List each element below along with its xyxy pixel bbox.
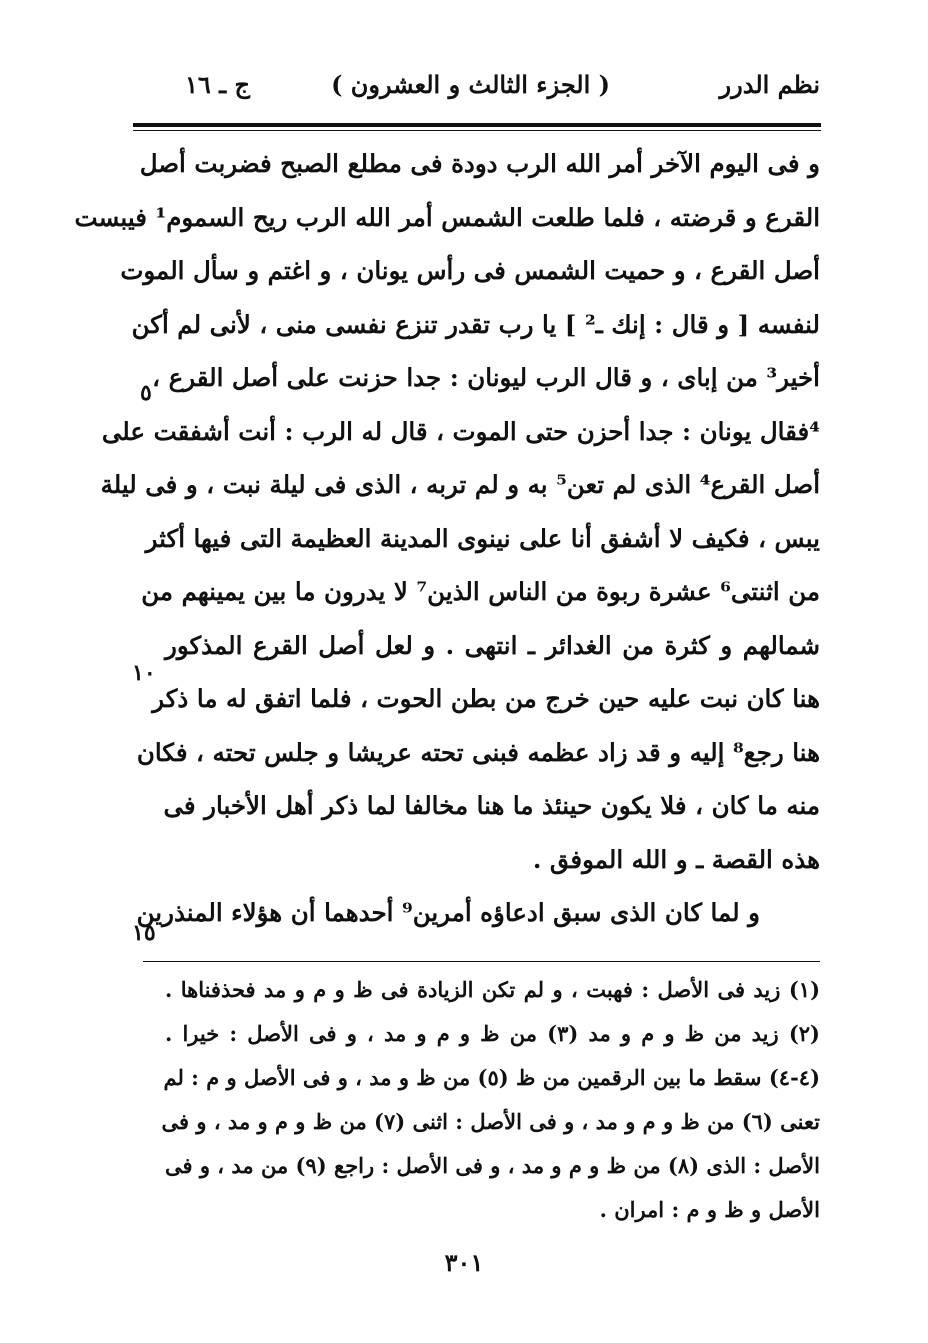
volume-reference: ج ـ ١٦ xyxy=(184,70,250,99)
part-title: ( الجزء الثالث و العشرون ) xyxy=(331,70,610,99)
footnote-line: (١) زيد فى الأصل : فهبت ، و لم تكن الزيادة فى ظ و م و مد فحذفناها . xyxy=(165,977,820,1002)
text-line: هذه القصة ـ و الله الموفق . xyxy=(532,844,820,874)
footnote-line: تعنى (٦) من ظ و م و مد ، و فى الأصل : اثنى (٧) من ظ و م و مد ، و فى xyxy=(161,1109,820,1134)
footnote-line: الأصل و ظ و م : امران . xyxy=(599,1197,820,1222)
line-number-15: ١٥ xyxy=(132,920,156,946)
text-line: ⁴فقال يونان : جدا أحزن حتى الموت ، قال له الرب : أنت أشفقت على xyxy=(101,416,820,446)
header-rule-thick xyxy=(133,123,821,127)
page-number: ٣٠١ xyxy=(444,1248,484,1277)
line-number-5: ٥ xyxy=(140,380,152,406)
text-line: يبس ، فكيف لا أشفق أنا على نينوى المدينة العظيمة التى فيها أكثر xyxy=(145,523,820,553)
text-line: القرع و قرضته ، فلما طلعت الشمس أمر الله الرب ريح السموم¹ فيبست xyxy=(74,202,820,232)
text-line: منه ما كان ، فلا يكون حينئذ ما هنا مخالفا لما ذكر أهل الأخبار فى xyxy=(163,791,820,820)
line-number-10: ١٠ xyxy=(132,660,156,686)
footnote-rule xyxy=(143,961,820,962)
text-line: لنفسه [ و قال : إنك ـ² ] يا رب تقدر تنزع نفسى منى ، لأنى لم أكن xyxy=(131,309,820,339)
text-line: و فى اليوم الآخر أمر الله الرب دودة فى مطلع الصبح فضربت أصل xyxy=(139,149,820,178)
text-line: أصل القرع⁴ الذى لم تعن⁵ به و لم تربه ، الذى فى ليلة نبت ، و فى ليلة xyxy=(100,470,820,499)
footnotes xyxy=(161,968,820,1232)
footnote-line: (٤-٤) سقط ما بين الرقمين من ظ (٥) من ظ و مد ، و فى الأصل و م : لم xyxy=(163,1065,820,1090)
book-title: نظم الدرر xyxy=(719,70,820,99)
text-line: و لما كان الذى سبق ادعاؤه أمرين⁹ أحدهما أن هؤلاء المنذرين xyxy=(136,898,760,927)
text-line: أخير³ من إباى ، و قال الرب ليونان : جدا حزنت على أصل القرع ، xyxy=(152,363,820,392)
text-line: شمالهم و كثرة من الغدائر ـ انتهى . و لعل أصل القرع المذكور xyxy=(165,630,820,660)
text-line: هنا كان نبت عليه حين خرج من بطن الحوت ، فلما اتفق له ما ذكر xyxy=(152,684,820,713)
text-line: هنا رجع⁸ إليه و قد زاد عظمه فبنى تحته عريشا و جلس تحته ، فكان xyxy=(136,737,820,767)
text-line: أصل القرع ، و حميت الشمس فى رأس يونان ، و اغتم و سأل الموت xyxy=(120,256,820,285)
header-rule-thin xyxy=(133,130,821,131)
footnote-line: الأصل : الذى (٨) من ظ و م و مد ، و فى الأصل : راجع (٩) من مد ، و فى xyxy=(165,1153,820,1178)
running-header xyxy=(165,70,820,110)
text-line: من اثنتى⁶ عشرة ربوة من الناس الذين⁷ لا يدرون ما بين يمينهم من xyxy=(141,577,820,606)
footnote-line: (٢) زيد من ظ و م و مد (٣) من ظ و م و مد ، و فى الأصل : خيرا . xyxy=(165,1021,820,1046)
